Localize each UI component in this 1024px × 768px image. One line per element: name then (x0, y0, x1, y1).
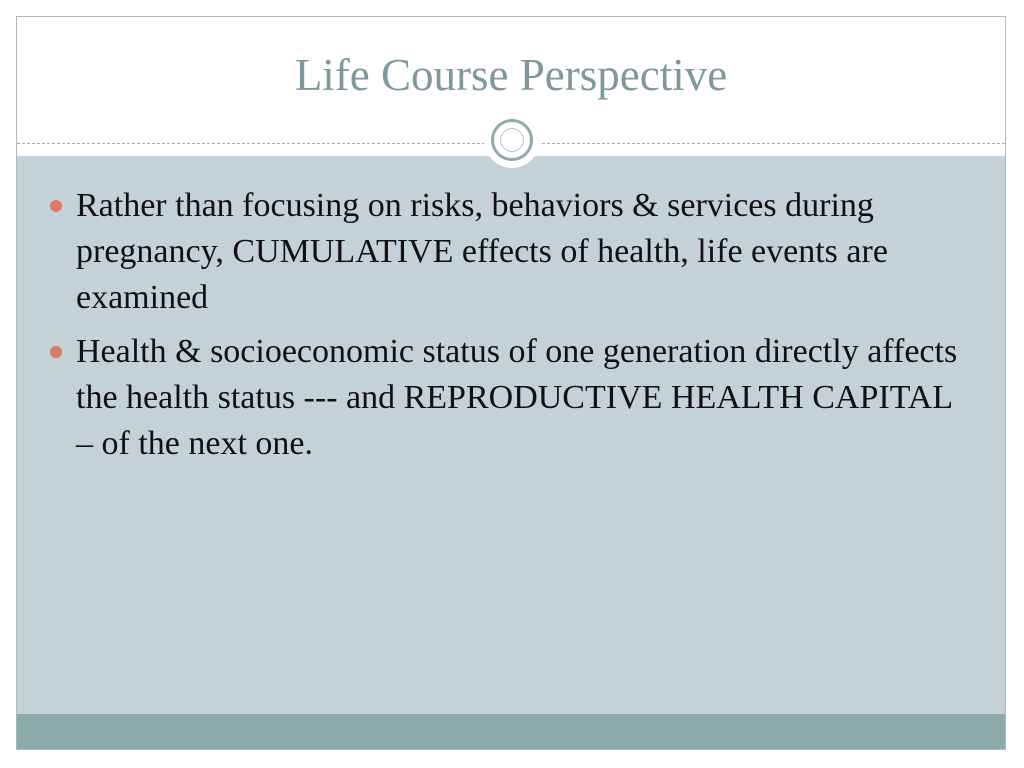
ornament-inner-ring (500, 128, 524, 152)
bullet-item (45, 183, 975, 321)
bullet-item (45, 329, 975, 467)
slide (16, 16, 1006, 750)
bullet-text: Rather than focusing on risks, behaviors & services during pregnancy, CUMULATIVE effects of health, life events are examined (76, 187, 888, 316)
bullet-text: Health & socioeconomic status of one generation directly affects the health status --- and REPRODUCTIVE HEALTH CAPITAL – of the next one. (76, 333, 958, 462)
circle-ornament-icon (484, 112, 540, 168)
footer-bar (17, 714, 1005, 749)
slide-title: Life Course Perspective (294, 50, 728, 100)
bullet-dot-icon (50, 200, 62, 212)
bullet-list (45, 183, 975, 475)
ornament-ring (491, 119, 533, 161)
bullet-dot-icon (50, 346, 62, 358)
